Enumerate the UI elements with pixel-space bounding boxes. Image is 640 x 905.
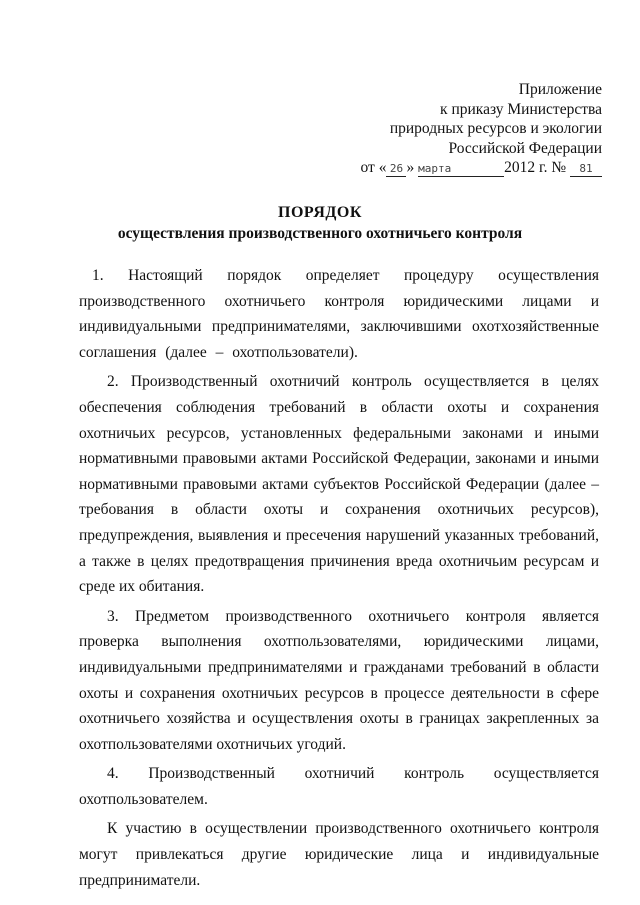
date-prefix: от « (360, 159, 387, 176)
date-day-field (386, 160, 406, 177)
appendix-order-ref: к приказу Министерства (440, 100, 602, 118)
paragraph-1: 1. Настоящий порядок определяет процедуру осуществления производственного охотничьего контроля юридическими лицами и индивидуальными предпринимателями, заключившими охотхозяйственные соглашения (далее – охотпользователи). (79, 267, 599, 361)
appendix-ministry: природных ресурсов и экологии (389, 120, 602, 137)
appendix-label: Приложение (518, 81, 602, 98)
date-month-field (418, 160, 504, 177)
paragraph-4: 4. Производственный охотничий контроль осуществляется охотпользователем. (79, 765, 599, 808)
date-day: 26 (389, 162, 404, 175)
paragraph-2: 2. Производственный охотничий контроль осуществляется в целях обеспечения соблюдения требований в области охоты и сохранения охотничьих ресурсов, установленных федеральными законами и иными нормативными правовыми актами Российской Федерации, законами и иными нормативными правовыми актами субъектов Российской Федерации (далее – требования в области охоты и сохранения охотничьих ресурсов), предупреждения, выявления и пресечения нарушений указанных требований, а также в целях предотвращения причинения вреда охотничьим ресурсам и среде их обитания. (79, 373, 599, 596)
paragraph-5: К участию в осуществлении производственного охотничьего контроля могут привлекаться другие юридические лица и индивидуальные предприниматели. (79, 820, 599, 889)
date-mid: » (406, 159, 415, 176)
appendix-header (361, 80, 602, 178)
document-subtitle: осуществления производственного охотничьего контроля (117, 225, 523, 242)
order-date-line (361, 158, 602, 178)
order-number: 81 (579, 162, 593, 175)
paragraph-3: 3. Предметом производственного охотничьего контроля является проверка выполнения охотпользователями, юридическими лицами, индивидуальными предпринимателями и гражданами требований в области охоты и сохранения охотничьих ресурсов в процессе деятельности в сфере охотничьего хозяйства и осуществления охоты в границах закрепленных за охотпользователями охотничьих угодий. (79, 607, 599, 753)
date-month: марта (418, 162, 452, 175)
document-body (79, 263, 599, 897)
date-year: 2012 г. № (504, 159, 567, 176)
document-title: ПОРЯДОК (278, 204, 362, 221)
appendix-country: Российской Федерации (448, 139, 602, 157)
title-block (0, 203, 640, 244)
order-number-field (570, 160, 602, 177)
